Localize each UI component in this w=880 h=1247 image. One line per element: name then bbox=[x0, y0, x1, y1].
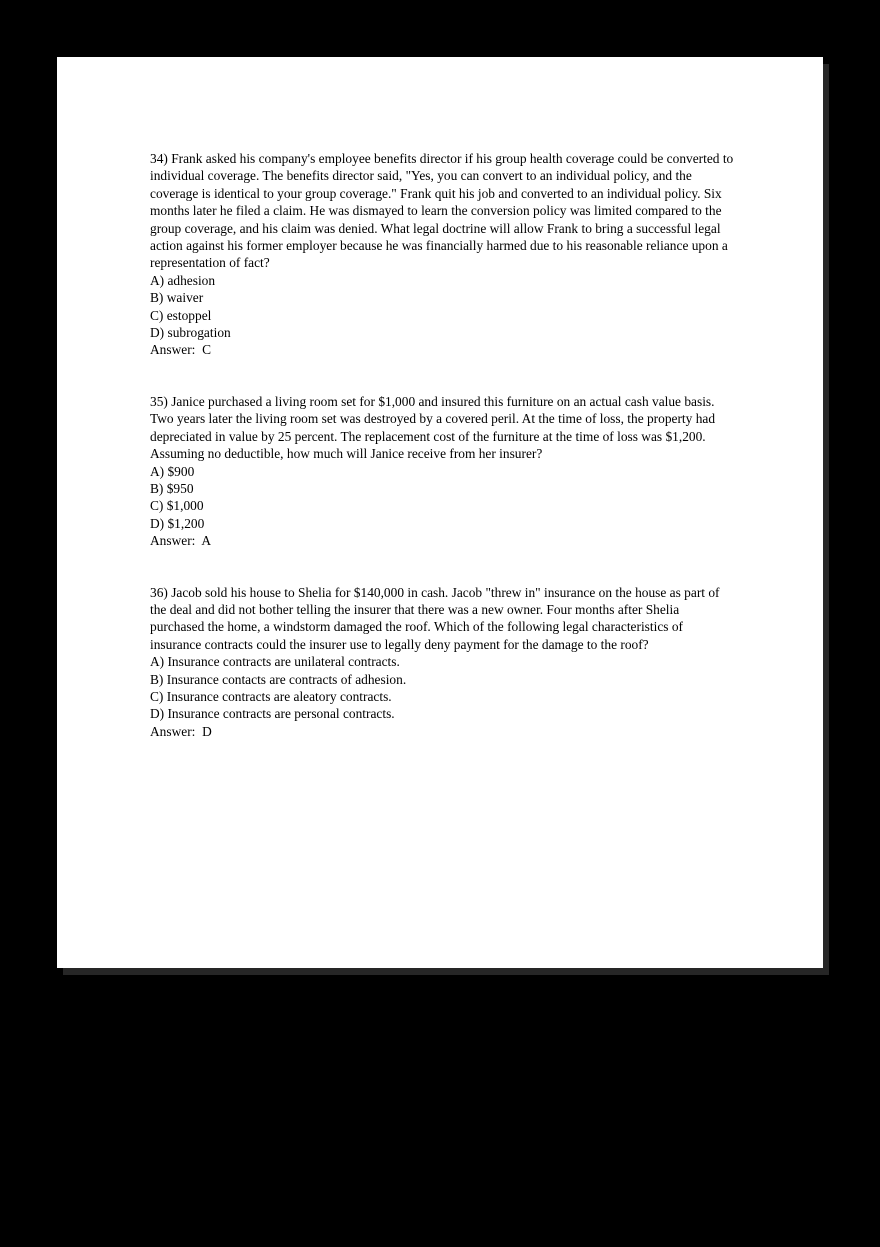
question-stem: 34) Frank asked his company's employee benefits director if his group health coverage could be converted to individual coverage. The benefits director said, "Yes, you can convert to an individual policy, and the coverage is identical to your group coverage." Frank quit his job and converted to an individual policy. Six months later he filed a claim. He was dismayed to learn the conversion policy was limited compared to the group coverage, and his claim was denied. What legal doctrine will allow Frank to bring a successful legal action against his former employer because he was financially harmed due to his reasonable reliance upon a representation of fact? bbox=[150, 151, 737, 271]
choice-a: A) Insurance contracts are unilateral contracts. bbox=[150, 654, 400, 670]
choice-b: B) Insurance contacts are contracts of adhesion. bbox=[150, 671, 407, 687]
choice-d: D) subrogation bbox=[150, 325, 231, 341]
choice-a: A) $900 bbox=[150, 463, 195, 479]
question-36 bbox=[150, 584, 735, 741]
choice-c: C) $1,000 bbox=[150, 498, 204, 514]
answer-line: Answer: D bbox=[150, 723, 212, 739]
question-stem: 35) Janice purchased a living room set for $1,000 and insured this furniture on an actual cash value basis. Two years later the living room set was destroyed by a covered peril. At the time of loss, the property had depreciated in value by 25 percent. The replacement cost of the furniture at the time of loss was $1,200. Assuming no deductible, how much will Janice receive from her insurer? bbox=[150, 393, 719, 462]
choice-a: A) adhesion bbox=[150, 272, 216, 288]
choice-c: C) Insurance contracts are aleatory contracts. bbox=[150, 688, 392, 704]
choice-b: B) waiver bbox=[150, 290, 204, 306]
answer-line: Answer: C bbox=[150, 342, 211, 358]
choice-c: C) estoppel bbox=[150, 307, 212, 323]
page-content bbox=[57, 57, 823, 740]
document-page bbox=[57, 57, 823, 968]
question-stem: 36) Jacob sold his house to Shelia for $140,000 in cash. Jacob "threw in" insurance on the house as part of the deal and did not bother telling the insurer that there was a new owner. Four months after Shelia purchased the home, a windstorm damaged the roof. Which of the following legal characteristics of insurance contracts could the insurer use to legally deny payment for the damage to the roof? bbox=[150, 584, 723, 652]
answer-line: Answer: A bbox=[150, 533, 211, 549]
choice-b: B) $950 bbox=[150, 480, 194, 496]
question-35 bbox=[150, 393, 735, 550]
question-34 bbox=[150, 150, 735, 359]
choice-d: D) $1,200 bbox=[150, 515, 205, 531]
choice-d: D) Insurance contracts are personal contracts. bbox=[150, 706, 395, 722]
